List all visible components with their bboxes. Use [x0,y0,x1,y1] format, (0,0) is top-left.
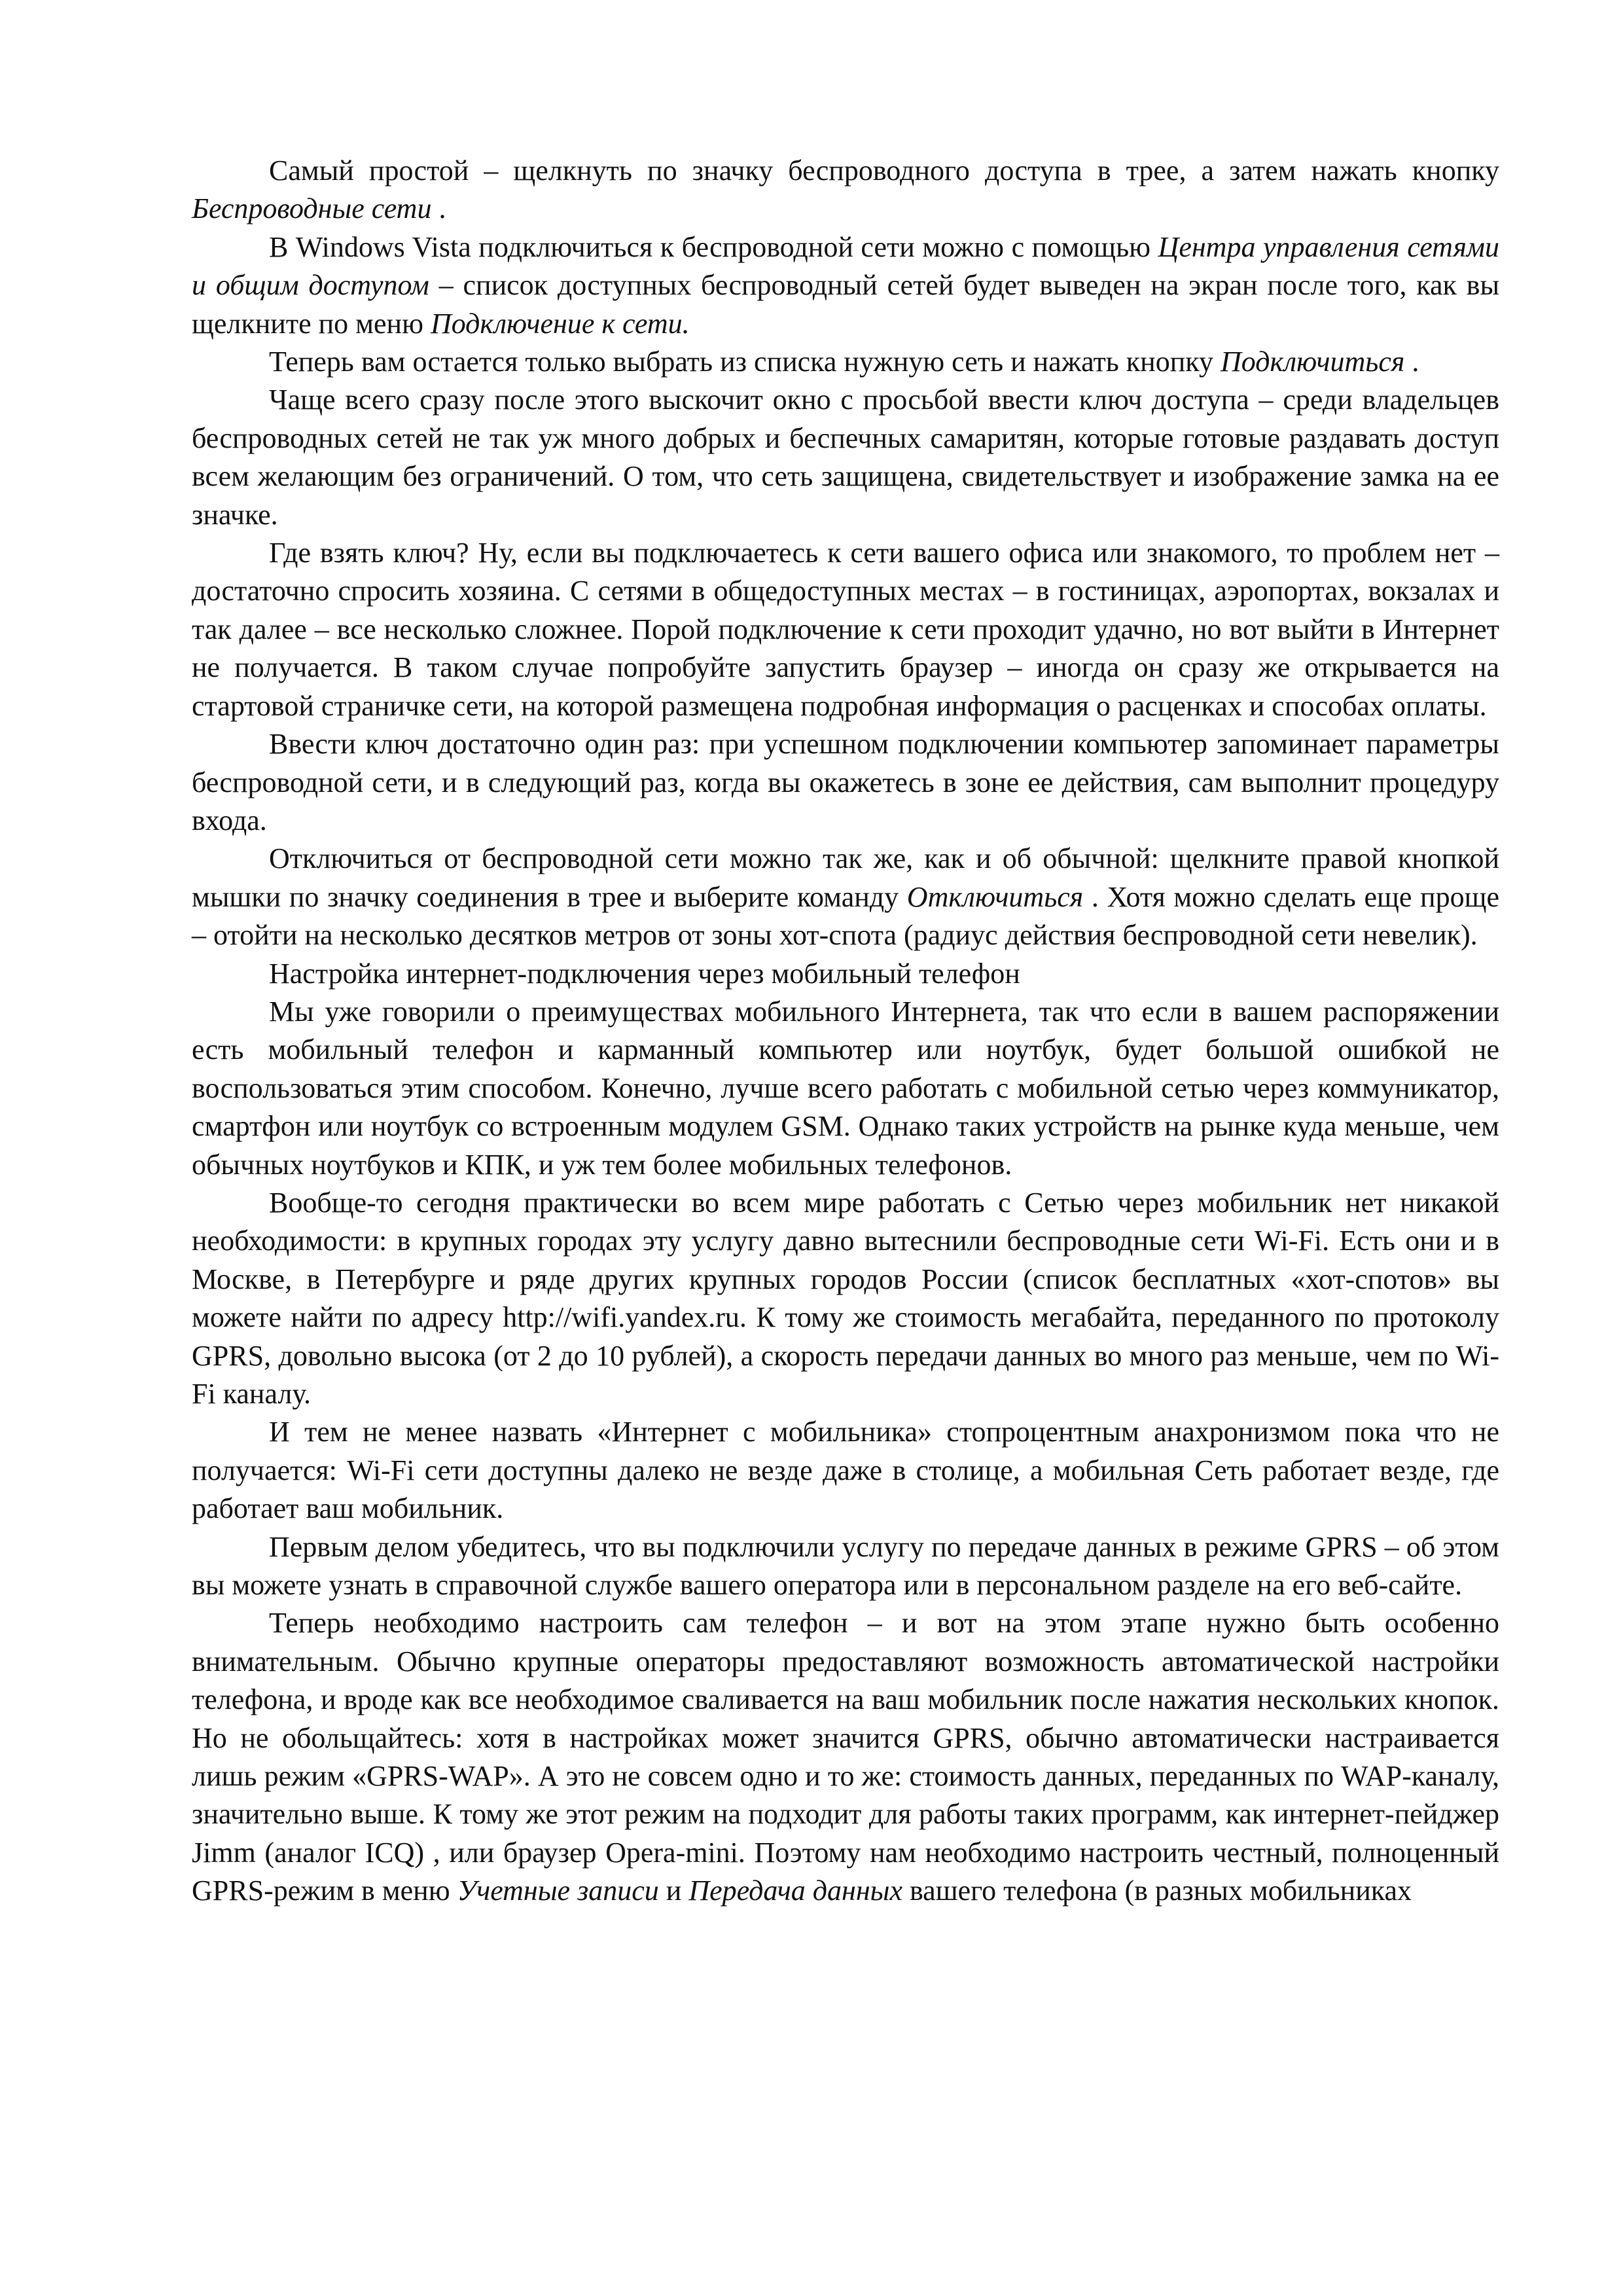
paragraph: Чаще всего сразу после этого выскочит окно с просьбой ввести ключ доступа – среди владельцев беспроводных сетей не так уж много добрых и беспечных самаритян, которые готовые раздавать доступ всем желающим без ограничений. О том, что сеть защищена, свидетельствует и изображение замка на ее значке. [192,384,1499,531]
paragraph: Теперь вам остается только выбрать из списка нужную сеть и нажать кнопку Подключиться . [269,346,1419,378]
paragraph: Первым делом убедитесь, что вы подключили услугу по передаче данных в режиме GPRS – об этом вы можете узнать в справочной службе вашего оператора или в персональном разделе на его веб-сайте. [192,1530,1499,1602]
paragraph: Самый простой – щелкнуть по значку беспроводного доступа в трее, а затем нажать кнопку Беспроводные сети . [192,154,1499,225]
section-heading: Настройка интернет-подключения через мобильный телефон [269,957,1020,990]
document-page [192,152,1499,1910]
paragraph: Отключиться от беспроводной сети можно так же, как и об обычной: щелкните правой кнопкой мышки по значку соединения в трее и выберите команду Отключиться . Хотя можно сделать еще проще – отойти на несколько десятков метров от зоны хот-спота (радиус действия беспроводной сети невелик). [192,842,1499,952]
paragraph: Мы уже говорили о преимуществах мобильного Интернета, так что если в вашем распоряжении есть мобильный телефон и карманный компьютер или ноутбук, будет большой ошибкой не воспользоваться этим способом. Конечно, лучше всего работать с мобильной сетью через коммуникатор, смартфон или ноутбук со встроенным модулем GSM. Однако таких устройств на рынке куда меньше, чем обычных ноутбуков и КПК, и уж тем более мобильных телефонов. [192,995,1499,1181]
paragraph: Вообще-то сегодня практически во всем мире работать с Сетью через мобильник нет никакой необходимости: в крупных городах эту услугу давно вытеснили беспроводные сети Wi-Fi. Есть они и в Москве, в Петербурге и ряде других крупных городов России (список бесплатных «хот-спотов» вы можете найти по адресу http://wifi.yandex.ru. К тому же стоимость мегабайта, переданного по протоколу GPRS, довольно высока (от 2 до 10 рублей), а скорость передачи данных во много раз меньше, чем по Wi-Fi каналу. [192,1186,1499,1410]
paragraph: В Windows Vista подключиться к беспроводной сети можно с помощью Центра управления сетями и общим доступом – список доступных беспроводный сетей будет выведен на экран после того, как вы щелкните по меню Подключение к сети. [192,230,1500,340]
paragraph: Где взять ключ? Ну, если вы подключаетесь к сети вашего офиса или знакомого, то проблем нет – достаточно спросить хозяина. С сетями в общедоступных местах – в гостиницах, аэропортах, вокзалах и так далее – все несколько сложнее. Порой подключение к сети проходит удачно, но вот выйти в Интернет не получается. В таком случае попробуйте запустить браузер – иногда он сразу же открывается на стартовой страничке сети, на которой размещена подробная информация о расценках и способах оплаты. [192,537,1499,722]
paragraph: Ввести ключ достаточно один раз: при успешном подключении компьютер запоминает параметры беспроводной сети, и в следующий раз, когда вы окажетесь в зоне ее действия, сам выполнит процедуру входа. [192,728,1499,836]
paragraph: Теперь необходимо настроить сам телефон – и вот на этом этапе нужно быть особенно внимательным. Обычно крупные операторы предоставляют возможность автоматической настройки телефона, и вроде как все необходимое сваливается на ваш мобильник после нажатия нескольких кнопок. Но не обольщайтесь: хотя в настройках может значится GPRS, обычно автоматически настраивается лишь режим «GPRS-WAP». А это не совсем одно и то же: стоимость данных, переданных по WAP-каналу, значительно выше. К тому же этот режим на подходит для работы таких программ, как интернет-пейджер Jimm (аналог ICQ) , или браузер Opera-mini. Поэтому нам необходимо настроить честный, полноценный GPRS-режим в меню Учетные записи и Передача данных вашего телефона (в разных мобильниках [192,1607,1499,1907]
paragraph: И тем не менее назвать «Интернет с мобильника» стопроцентным анахронизмом пока что не получается: Wi-Fi сети доступны далеко не везде даже в столице, а мобильная Сеть работает везде, где работает ваш мобильник. [192,1416,1499,1525]
